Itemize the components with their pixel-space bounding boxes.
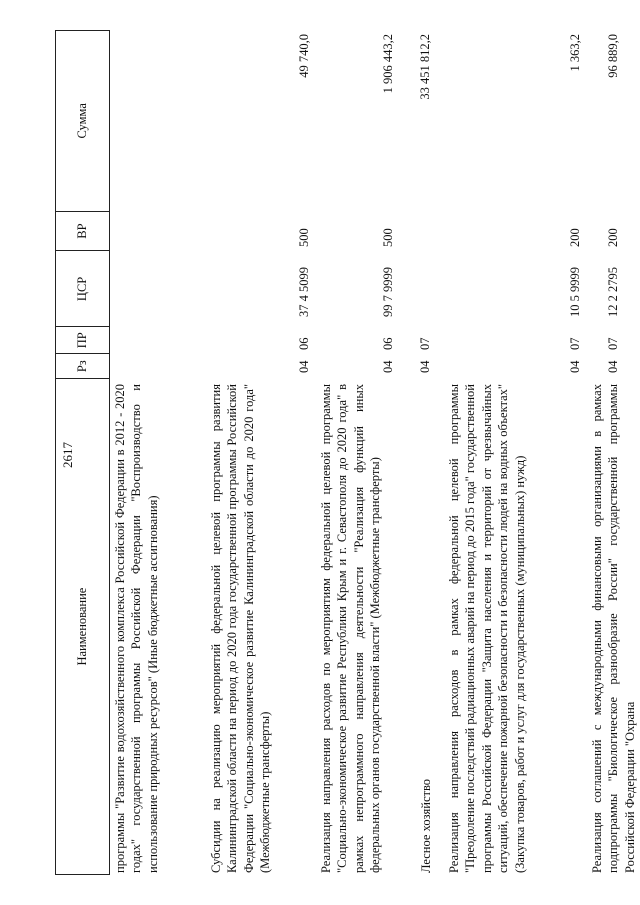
row-name: Реализация направления расходов по мероприятиям федеральной целевой программы "Социально-экономическое развитие Республики Крым и г. Севастополя до 2020 года" в рамках непрограммного направления деятельности "Реализация функций иных федеральных органов государственной власти" (Межбюджетные трансферты) xyxy=(319,384,383,873)
row-pr: 06 xyxy=(381,337,395,350)
row-rz: 04 xyxy=(418,360,432,373)
page-number: 2617 xyxy=(60,442,75,468)
table-row xyxy=(110,30,206,875)
row-vr: 500 xyxy=(381,228,395,247)
row-csr: 12 2 2795 xyxy=(606,267,620,317)
row-name: Лесное хозяйство xyxy=(419,778,433,873)
header-csr: ЦСР xyxy=(56,250,109,326)
row-vr: 500 xyxy=(297,228,311,247)
row-pr: 06 xyxy=(297,337,311,350)
row-csr: 99 7 9999 xyxy=(381,267,395,317)
header-pr: ПР xyxy=(56,326,109,353)
budget-table xyxy=(55,30,640,875)
table-row xyxy=(587,30,640,875)
row-vr: 200 xyxy=(606,228,620,247)
row-pr: 07 xyxy=(418,337,432,350)
table-row xyxy=(316,30,416,875)
row-rz: 04 xyxy=(381,360,395,373)
header-sum: Сумма xyxy=(75,103,89,139)
table-row xyxy=(206,30,316,875)
row-name: Субсидии на реализацию мероприятий федеральной целевой программы развития Калининградской области на период до 2020 года государственной программы Российской Федерации "Социально-экономическое развитие Калининградской области до 2020 года" (Межбюджетные трансферты) xyxy=(209,384,273,873)
row-csr: 10 5 9999 xyxy=(568,267,582,317)
row-csr: 37 4 5099 xyxy=(297,267,311,317)
row-rz: 04 xyxy=(606,360,620,373)
row-name: программы "Развитие водохозяйственного комплекса Российской Федерации в 2012 - 2020 годах" государственной программы Российской Федерации "Воспроизводство и использование природных ресурсов" (Иные бюджетные ассигнования) xyxy=(113,384,160,873)
row-sum: 49 740,0 xyxy=(297,34,311,78)
row-name: Реализация соглашений с международными финансовыми организациями в рамках подпрограммы "Биологическое разнообразие России" государственной программы Российской Федерации "Охрана xyxy=(590,384,637,873)
row-pr: 07 xyxy=(568,337,582,350)
table-row xyxy=(416,30,444,875)
row-sum: 33 451 812,2 xyxy=(418,34,432,100)
row-name: Реализация направления расходов в рамках федеральной целевой программы "Преодоление последствий радиационных аварий на период до 2015 года" государственной программы Российской Федерации "Защита населения и территорий от чрезвычайных ситуаций, обеспечение пожарной безопасности и безопасности людей на водных объектах" (Закупка товаров, работ и услуг для государственных (муниципальных) нужд) xyxy=(447,384,527,873)
header-name: Наименование xyxy=(56,378,109,874)
row-pr: 07 xyxy=(606,337,620,350)
row-sum: 96 889,0 xyxy=(606,34,620,78)
row-vr: 200 xyxy=(568,228,582,247)
row-rz: 04 xyxy=(568,360,582,373)
table-row xyxy=(444,30,587,875)
row-rz: 04 xyxy=(297,360,311,373)
header-rz: Рз xyxy=(56,353,109,378)
row-sum: 1 363,2 xyxy=(568,34,582,72)
header-vr: ВР xyxy=(56,211,109,251)
row-sum: 1 906 443,2 xyxy=(381,34,395,94)
table-header xyxy=(55,30,110,875)
